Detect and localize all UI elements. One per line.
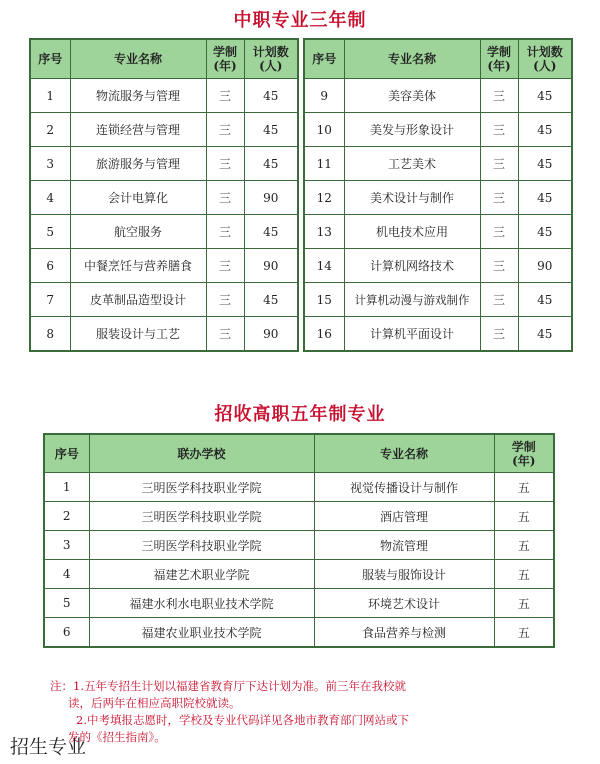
- table-header-row: [304, 39, 572, 79]
- table-row: [304, 147, 572, 181]
- table-row: [30, 147, 298, 181]
- cell-years: 三: [480, 147, 518, 181]
- cell-years: 三: [480, 317, 518, 352]
- cell-years: 三: [480, 283, 518, 317]
- table-row: [44, 531, 554, 560]
- header-no: 序号: [44, 434, 89, 473]
- cell-plan: 45: [244, 79, 298, 113]
- note-line: 注：1.五年专招生计划以福建省教育厅下达计划为准。前三年在我校就: [50, 679, 406, 693]
- table-row: [30, 113, 298, 147]
- cell-major: 食品营养与检测: [314, 618, 494, 648]
- table-header-row: [44, 434, 554, 473]
- cell-plan: 45: [518, 147, 572, 181]
- table-row: [44, 618, 554, 648]
- cell-plan: 45: [518, 113, 572, 147]
- cell-plan: 45: [518, 181, 572, 215]
- cell-school: 三明医学科技职业学院: [89, 531, 314, 560]
- cell-plan: 90: [518, 249, 572, 283]
- table-row: [30, 317, 298, 352]
- section1-title: 中职专业三年制: [233, 10, 367, 31]
- cell-no: 6: [30, 249, 70, 283]
- cell-years: 三: [206, 249, 244, 283]
- table-row: [304, 181, 572, 215]
- header-major: 专业名称: [314, 434, 494, 473]
- cell-plan: 45: [244, 147, 298, 181]
- cell-name: 美容美体: [344, 79, 480, 113]
- note-line: 读，后两年在相应高职院校就读。: [68, 696, 241, 710]
- cell-years: 三: [480, 79, 518, 113]
- cell-years: 三: [206, 283, 244, 317]
- cell-name: 连锁经营与管理: [70, 113, 206, 147]
- cell-years: 五: [494, 531, 554, 560]
- table-row: [304, 283, 572, 317]
- cell-major: 物流管理: [314, 531, 494, 560]
- cell-name: 美发与形象设计: [344, 113, 480, 147]
- cell-no: 1: [30, 79, 70, 113]
- note-line: 2.中考填报志愿时，学校及专业代码详见各地市教育部门网站或下: [76, 713, 409, 727]
- table-row: [304, 317, 572, 352]
- cell-plan: 90: [244, 249, 298, 283]
- cell-name: 皮革制品造型设计: [70, 283, 206, 317]
- cell-name: 美术设计与制作: [344, 181, 480, 215]
- cell-no: 13: [304, 215, 344, 249]
- cell-no: 9: [304, 79, 344, 113]
- table-row: [30, 283, 298, 317]
- note-line: 发的《招生指南》。: [68, 730, 166, 744]
- cell-plan: 45: [244, 113, 298, 147]
- cell-no: 2: [30, 113, 70, 147]
- table-row: [44, 502, 554, 531]
- cell-plan: 45: [518, 79, 572, 113]
- header-no: 序号: [30, 39, 70, 79]
- cell-years: 三: [206, 79, 244, 113]
- notes: [50, 678, 568, 746]
- table-row: [304, 79, 572, 113]
- cell-school: 福建水利水电职业技术学院: [89, 589, 314, 618]
- cell-school: 福建农业职业技术学院: [89, 618, 314, 648]
- cell-plan: 45: [244, 215, 298, 249]
- cell-no: 5: [30, 215, 70, 249]
- cell-name: 中餐烹饪与营养膳食: [70, 249, 206, 283]
- cell-school: 福建艺术职业学院: [89, 560, 314, 589]
- cell-name: 计算机平面设计: [344, 317, 480, 352]
- cell-no: 15: [304, 283, 344, 317]
- cell-years: 五: [494, 589, 554, 618]
- section2-title: 招收高职五年制专业: [214, 404, 386, 425]
- cell-plan: 45: [244, 283, 298, 317]
- table-row: [304, 215, 572, 249]
- cell-no: 16: [304, 317, 344, 352]
- cell-years: 三: [480, 113, 518, 147]
- header-plan: 计划数 (人): [244, 39, 298, 79]
- cell-no: 2: [44, 502, 89, 531]
- cell-name: 会计电算化: [70, 181, 206, 215]
- header-years: 学制 (年): [480, 39, 518, 79]
- header-no: 序号: [304, 39, 344, 79]
- cell-no: 6: [44, 618, 89, 648]
- table-row: [304, 113, 572, 147]
- cell-school: 三明医学科技职业学院: [89, 473, 314, 502]
- cell-school: 三明医学科技职业学院: [89, 502, 314, 531]
- cell-name: 服装设计与工艺: [70, 317, 206, 352]
- cell-no: 3: [44, 531, 89, 560]
- cell-years: 三: [480, 249, 518, 283]
- three-year-table-left: [29, 38, 299, 352]
- cell-no: 4: [30, 181, 70, 215]
- cell-no: 8: [30, 317, 70, 352]
- cell-plan: 90: [244, 181, 298, 215]
- cell-years: 三: [480, 181, 518, 215]
- cell-years: 五: [494, 560, 554, 589]
- five-year-table: [43, 433, 555, 648]
- cell-no: 1: [44, 473, 89, 502]
- cell-no: 12: [304, 181, 344, 215]
- cell-plan: 45: [518, 317, 572, 352]
- cell-name: 计算机网络技术: [344, 249, 480, 283]
- cell-plan: 45: [518, 215, 572, 249]
- cell-years: 五: [494, 502, 554, 531]
- cell-no: 3: [30, 147, 70, 181]
- cell-major: 视觉传播设计与制作: [314, 473, 494, 502]
- header-name: 专业名称: [70, 39, 206, 79]
- cell-name: 工艺美术: [344, 147, 480, 181]
- footer-label: 招生专业: [10, 736, 87, 758]
- cell-years: 五: [494, 473, 554, 502]
- table-row: [30, 249, 298, 283]
- cell-no: 11: [304, 147, 344, 181]
- cell-name: 物流服务与管理: [70, 79, 206, 113]
- cell-no: 10: [304, 113, 344, 147]
- table-row: [44, 589, 554, 618]
- cell-major: 酒店管理: [314, 502, 494, 531]
- cell-plan: 45: [518, 283, 572, 317]
- header-name: 专业名称: [344, 39, 480, 79]
- cell-major: 环境艺术设计: [314, 589, 494, 618]
- table-row: [30, 79, 298, 113]
- cell-years: 三: [206, 317, 244, 352]
- table-header-row: [30, 39, 298, 79]
- header-plan: 计划数 (人): [518, 39, 572, 79]
- table-row: [44, 473, 554, 502]
- cell-plan: 90: [244, 317, 298, 352]
- header-years: 学制 (年): [206, 39, 244, 79]
- table-row: [304, 249, 572, 283]
- table-row: [30, 181, 298, 215]
- cell-major: 服装与服饰设计: [314, 560, 494, 589]
- table-row: [30, 215, 298, 249]
- cell-years: 三: [206, 147, 244, 181]
- cell-years: 三: [206, 113, 244, 147]
- cell-name: 机电技术应用: [344, 215, 480, 249]
- cell-name: 旅游服务与管理: [70, 147, 206, 181]
- header-school: 联办学校: [89, 434, 314, 473]
- cell-no: 5: [44, 589, 89, 618]
- cell-no: 7: [30, 283, 70, 317]
- cell-years: 三: [206, 181, 244, 215]
- cell-name: 计算机动漫与游戏制作: [344, 283, 480, 317]
- cell-name: 航空服务: [70, 215, 206, 249]
- cell-years: 三: [206, 215, 244, 249]
- three-year-table-right: [303, 38, 573, 352]
- cell-no: 4: [44, 560, 89, 589]
- cell-years: 三: [480, 215, 518, 249]
- table-row: [44, 560, 554, 589]
- cell-years: 五: [494, 618, 554, 648]
- header-years: 学制 (年): [494, 434, 554, 473]
- cell-no: 14: [304, 249, 344, 283]
